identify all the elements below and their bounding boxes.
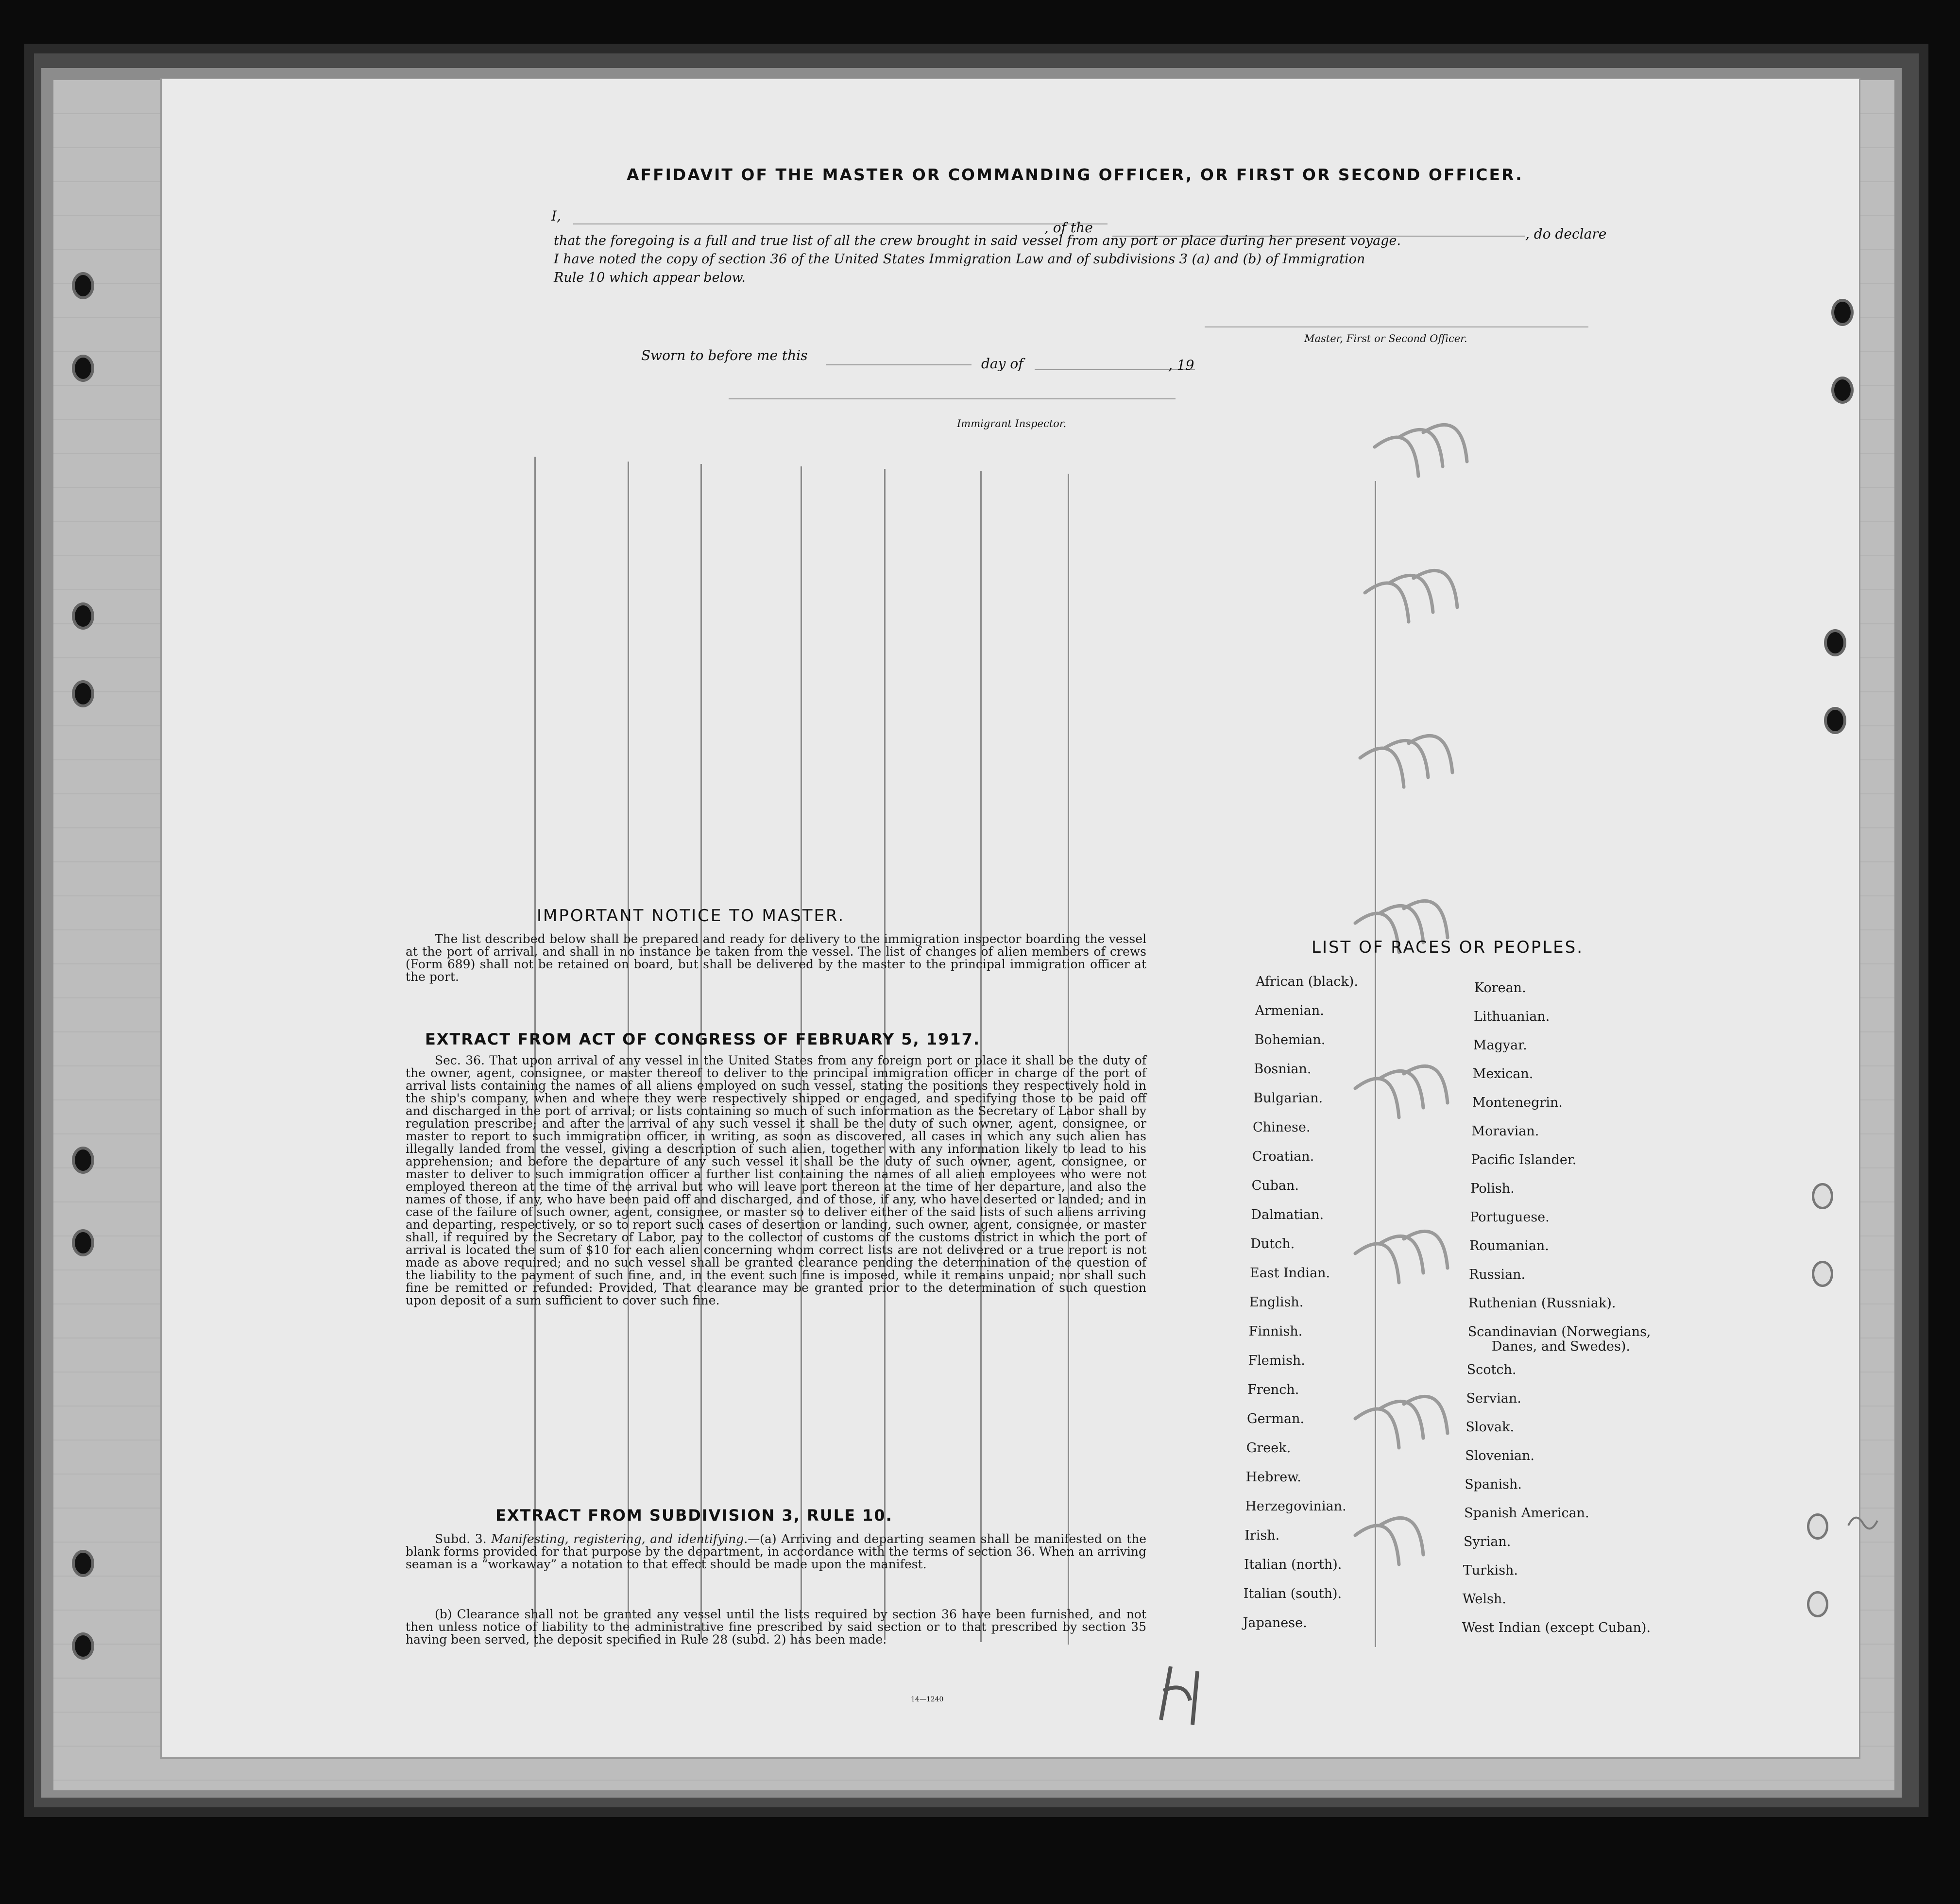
binder-hole-icon — [72, 1229, 94, 1256]
pencil-number-mark — [1156, 1662, 1214, 1730]
manifest-back-page — [160, 78, 1860, 1759]
race-item: Moravian. — [1471, 1124, 1539, 1139]
binder-hole-icon — [72, 1147, 94, 1174]
act-body-text: That upon arrival of any vessel in the United States from any foreign port or place it shall be the duty of the owner, agent, consignee, or master thereof to deliver to the principal immigration officer in charge of the port of arrival lists containing the names of all aliens employed on such vessel, stating the positions they respectively hold in the ship's company, when and where they were respectively shipped or engaged, and specifying those to be paid off and discharged in the port of arrival; or lists containing so much of such information as the Secretary of Labor shall by regulation prescribe; and after the arrival of any such vessel it shall be the duty of such owner, agent, consignee, or master to report to such immigration officer, in writing, as soon as discovered, all cases in which any such alien has illegally landed from the vessel, giving a description of such alien, together with any information likely to lead to his apprehension; and before the departure of any such vessel it shall be the duty of such owner, agent, consignee, or master to deliver to such immigration officer a further list containing the names of all alien employees who were not employed thereon at the time of the arrival but who will leave port thereon at the time of her departure, and also the names of those, if any, who have been paid off and discharged, and of those, if any, who have deserted or landed; and in case of the failure of such owner, agent, consignee, or master so to deliver either of the said lists of such aliens arriving and departing, respectively, or so to report such cases of desertion or landing, such owner, agent, consignee, or master shall, if required by the Secretary of Labor, pay to the collector of customs of the customs district in which the port of arrival is located the sum of $10 for each alien concerning whom correct lists are not delivered or a true report is not made as above required; and no such vessel shall be granted clearance pending the determination of the question of the liability to the payment of such fine, and, in the event such fine is imposed, while it remains unpaid; nor shall such fine be remitted or refunded: Provided, That clearance may be granted prior to the determination of such question upon deposit of a sum sufficient to cover such fine. — [406, 1053, 1146, 1307]
act-body — [406, 1054, 1146, 1307]
race-item: Flemish. — [1248, 1353, 1305, 1368]
column-rule — [628, 462, 629, 1642]
race-item: Lithuanian. — [1473, 1009, 1550, 1024]
binder-hole-icon — [72, 1632, 94, 1660]
binder-hole-icon — [72, 602, 94, 630]
race-item: Scotch. — [1466, 1362, 1517, 1377]
race-item: Dutch. — [1250, 1236, 1295, 1252]
column-rule — [700, 464, 702, 1640]
race-item: Irish. — [1244, 1528, 1280, 1543]
year-text: , 19 — [1168, 357, 1194, 373]
race-item: Pacific Islander. — [1471, 1152, 1577, 1167]
race-item: Montenegrin. — [1472, 1095, 1563, 1110]
race-item: Danes, and Swedes). — [1491, 1339, 1630, 1354]
binder-hole-icon — [72, 680, 94, 707]
race-item: Slovak. — [1466, 1420, 1515, 1435]
affidavit-i: I, — [551, 208, 561, 224]
binder-hole-icon — [1824, 629, 1846, 656]
binder-hole-icon — [1812, 1183, 1833, 1209]
notice-body: The list described below shall be prepared and ready for delivery to the immigration inspector boarding the vessel at the port of arrival, and shall in no instance be taken from the vessel. The list of changes of alien members of crews (Form 689) shall not be retained on board, but shall be delivered by the master to the principal immigration officer at the port. — [406, 932, 1146, 984]
master-signature-label: Master, First or Second Officer. — [1304, 333, 1467, 344]
sworn-day-line — [826, 364, 971, 365]
race-item: Servian. — [1466, 1391, 1521, 1406]
affidavit-line-4: Rule 10 which appear below. — [554, 270, 746, 285]
race-item: Korean. — [1474, 980, 1526, 995]
race-item: Slovenian. — [1465, 1448, 1535, 1463]
binder-hole-icon — [1831, 299, 1854, 326]
column-rule — [534, 457, 536, 1647]
race-item: Chinese. — [1253, 1120, 1311, 1135]
affidavit-of-the: , of the — [1044, 220, 1093, 236]
affidavit-declare: , do declare — [1525, 226, 1607, 242]
race-item: Italian (south). — [1243, 1586, 1342, 1601]
race-item: Scandinavian (Norwegians, — [1467, 1324, 1651, 1339]
race-item: Armenian. — [1255, 1003, 1324, 1018]
binder-hole-icon — [1831, 377, 1854, 404]
rule-subd-label: Subd. 3. — [435, 1532, 487, 1546]
race-item: Turkish. — [1463, 1563, 1518, 1578]
race-item: Bulgarian. — [1253, 1091, 1323, 1106]
form-number: 14—1240 — [911, 1696, 944, 1703]
race-item: Greek. — [1246, 1441, 1291, 1456]
race-item: West Indian (except Cuban). — [1462, 1620, 1651, 1635]
race-item: Ruthenian (Russniak). — [1468, 1296, 1616, 1311]
rule-body-a — [406, 1533, 1146, 1571]
race-item: African (black). — [1256, 974, 1358, 989]
rule-body-a-text: —(a) Arriving and departing seamen shall be manifested on the blank forms provided for that purpose by the department, in accordance with the terms of section 36. When an arriving seaman is a “workaway” a notation to that effect should be made upon the manifest. — [406, 1532, 1147, 1571]
race-item: Herzegovinian. — [1245, 1499, 1346, 1514]
race-item: Mexican. — [1472, 1066, 1534, 1081]
race-item: Magyar. — [1473, 1038, 1527, 1053]
notice-title: IMPORTANT NOTICE TO MASTER. — [537, 906, 845, 926]
affidavit-line-3: I have noted the copy of section 36 of the United States Immigration Law and of subdivisions 3 (a) and (b) of Immigration — [554, 252, 1365, 267]
name-line — [573, 223, 1108, 224]
binder-hole-icon — [1812, 1261, 1833, 1287]
binder-hole-icon — [1824, 707, 1846, 734]
affidavit-title: AFFIDAVIT OF THE MASTER OR COMMANDING OFFICER, OR FIRST OR SECOND OFFICER. — [627, 165, 1523, 184]
pencil-annotation — [1846, 1506, 1885, 1535]
race-item: Welsh. — [1462, 1592, 1506, 1607]
rule-subd-heading: Manifesting, registering, and identifying. — [491, 1532, 748, 1546]
act-title: EXTRACT FROM ACT OF CONGRESS OF FEBRUARY 5, 1917. — [425, 1030, 981, 1048]
binder-hole-icon — [72, 355, 94, 382]
master-signature-line — [1205, 326, 1588, 327]
race-item: French. — [1247, 1382, 1299, 1397]
race-item: Russian. — [1469, 1267, 1526, 1282]
day-of-text: day of — [981, 356, 1023, 372]
races-title: LIST OF RACES OR PEOPLES. — [1312, 938, 1584, 957]
race-item: Portuguese. — [1470, 1210, 1550, 1225]
race-item: Syrian. — [1464, 1534, 1511, 1549]
binder-hole-icon — [1807, 1591, 1828, 1617]
race-item: East Indian. — [1250, 1266, 1330, 1281]
binder-hole-icon — [1807, 1513, 1828, 1540]
binder-hole-icon — [72, 272, 94, 299]
race-item: Hebrew. — [1245, 1470, 1301, 1485]
rule-title: EXTRACT FROM SUBDIVISION 3, RULE 10. — [495, 1506, 893, 1525]
race-item: Croatian. — [1252, 1149, 1314, 1164]
race-item: Polish. — [1470, 1181, 1515, 1196]
race-item: Dalmatian. — [1251, 1207, 1324, 1222]
race-item: Bosnian. — [1254, 1062, 1312, 1077]
race-item: German. — [1247, 1411, 1305, 1426]
race-item: Spanish American. — [1464, 1506, 1589, 1521]
binder-hole-icon — [72, 1550, 94, 1577]
race-item: Roumanian. — [1469, 1238, 1549, 1253]
affidavit-line-2: that the foregoing is a full and true list of all the crew brought in said vessel from any port or place during her present voyage. — [554, 233, 1401, 248]
race-item: Cuban. — [1251, 1178, 1299, 1193]
rule-body-b: (b) Clearance shall not be granted any vessel until the lists required by section 36 have been furnished, and not then unless notice of liability to the administrative fine prescribed by said section or to that prescribed by section 35 having been served, the deposit specified in Rule 28 (subd. 2) has been made. — [406, 1607, 1146, 1647]
pencil-ditto-marks — [1346, 418, 1579, 1594]
race-item: English. — [1249, 1295, 1304, 1310]
race-item: Bohemian. — [1254, 1032, 1326, 1047]
race-item: Japanese. — [1243, 1615, 1307, 1630]
race-item: Spanish. — [1465, 1477, 1522, 1492]
race-item: Finnish. — [1248, 1324, 1303, 1339]
inspector-label: Immigrant Inspector. — [957, 418, 1067, 429]
inspector-signature-line — [729, 398, 1176, 399]
sworn-text: Sworn to before me this — [641, 347, 808, 363]
race-item: Italian (north). — [1244, 1557, 1342, 1572]
act-section-label: Sec. 36. — [435, 1053, 485, 1067]
